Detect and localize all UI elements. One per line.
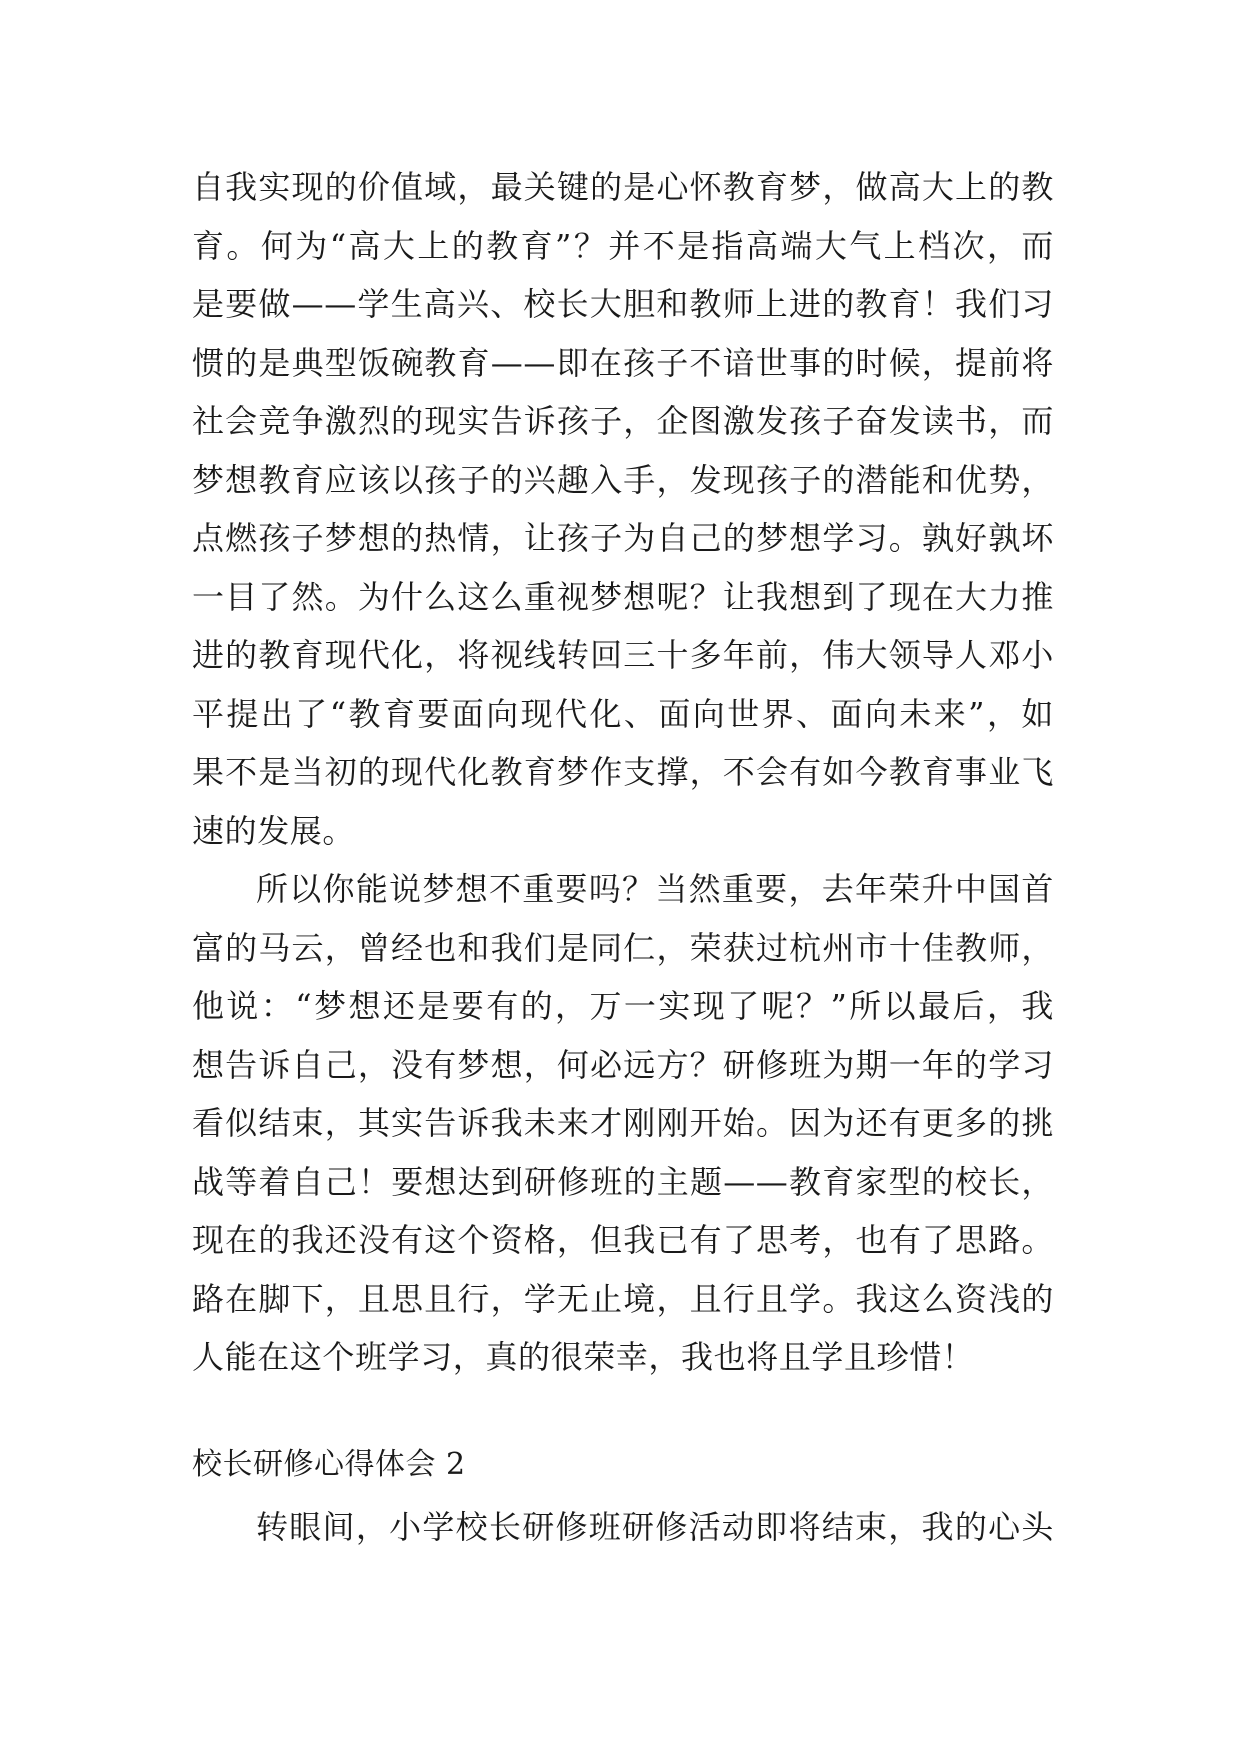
text-line: 转眼间，小学校长研修班研修活动即将结束，我的心头 <box>256 1508 1054 1546</box>
text-line: 一目了然。为什么这么重视梦想呢？让我想到了现在大力推 <box>192 577 1054 616</box>
text-line: 富的马云，曾经也和我们是同仁，荣获过杭州市十佳教师， <box>192 928 1054 967</box>
paragraph-3 <box>192 1498 1054 1557</box>
text-line: 人能在这个班学习，真的很荣幸，我也将且学且珍惜！ <box>192 1338 975 1376</box>
text-line: 现在的我还没有这个资格，但我已有了思考，也有了思路。 <box>192 1221 1054 1259</box>
text-line: 战等着自己！要想达到研修班的主题——教育家型的校长， <box>192 1162 1054 1201</box>
text-line: 果不是当初的现代化教育梦作支撑，不会有如今教育事业飞 <box>192 753 1054 791</box>
paragraph-1 <box>192 158 1054 860</box>
text-line: 社会竞争激烈的现实告诉孩子，企图激发孩子奋发读书，而 <box>192 402 1054 440</box>
text-line: 平提出了“教育要面向现代化、面向世界、面向未来”，如 <box>192 694 1054 733</box>
text-line: 进的教育现代化，将视线转回三十多年前，伟大领导人邓小 <box>192 636 1054 674</box>
text-line: 自我实现的价值域，最关键的是心怀教育梦，做高大上的教 <box>192 168 1054 206</box>
text-line: 速的发展。 <box>192 811 356 850</box>
text-line: 梦想教育应该以孩子的兴趣入手，发现孩子的潜能和优势， <box>192 460 1054 499</box>
text-line: 路在脚下，且思且行，学无止境，且行且学。我这么资浅的 <box>192 1279 1054 1318</box>
text-line: 育。何为“高大上的教育”？并不是指高端大气上档次，而 <box>192 226 1054 265</box>
text-line: 是要做——学生高兴、校长大胆和教师上进的教育！我们习 <box>192 285 1054 323</box>
text-line: 想告诉自己，没有梦想，何必远方？研修班为期一年的学习 <box>192 1045 1054 1084</box>
text-line: 惯的是典型饭碗教育——即在孩子不谙世事的时候，提前将 <box>192 343 1054 382</box>
text-line: 点燃孩子梦想的热情，让孩子为自己的梦想学习。孰好孰坏 <box>192 519 1054 557</box>
section-title: 校长研修心得体会 2 <box>192 1447 466 1482</box>
paragraph-2 <box>192 860 1054 1387</box>
text-line: 看似结束，其实告诉我未来才刚刚开始。因为还有更多的挑 <box>192 1104 1054 1142</box>
text-line: 他说：“梦想还是要有的，万一实现了呢？”所以最后，我 <box>192 987 1054 1025</box>
text-line: 所以你能说梦想不重要吗？当然重要，去年荣升中国首 <box>256 870 1054 908</box>
